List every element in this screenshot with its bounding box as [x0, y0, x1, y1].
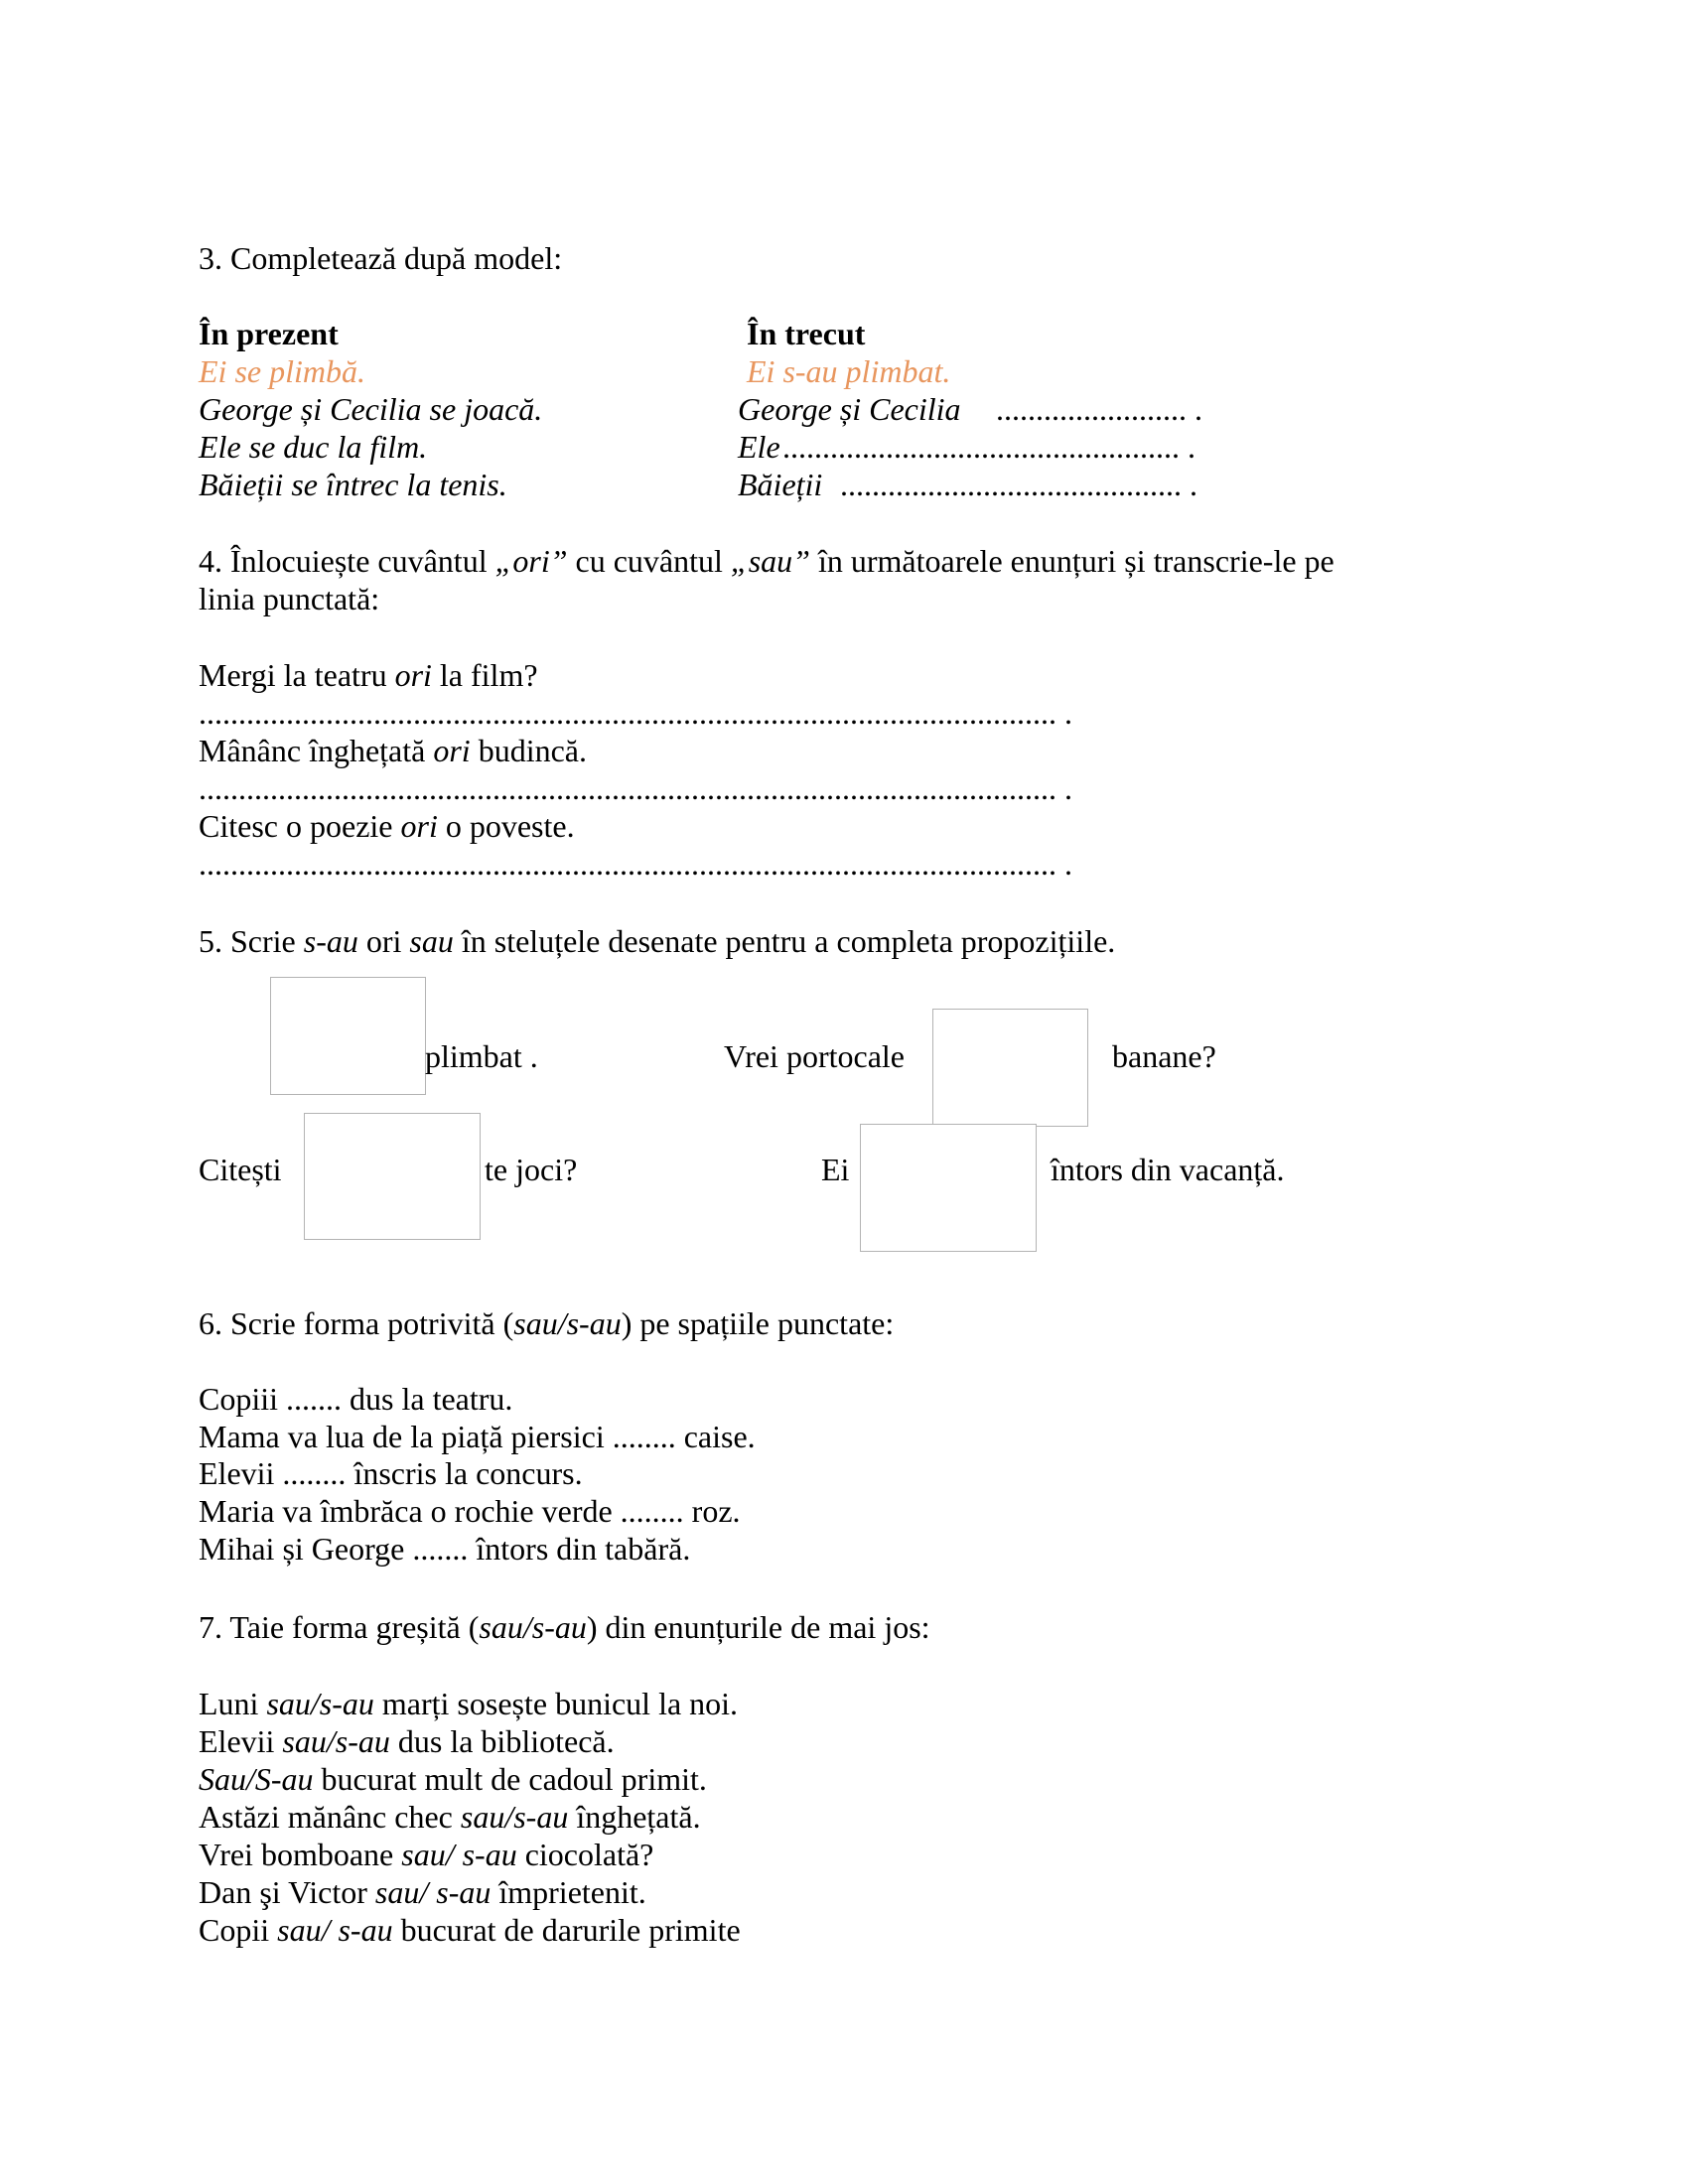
highlight-word: ori [433, 733, 471, 768]
exercise-3-title: 3. Completează după model: [199, 240, 563, 276]
past-sentence-1-start: George și Cecilia [738, 391, 961, 427]
sentence-2-after: banane? [1112, 1038, 1216, 1074]
past-sentence-1-blank[interactable]: ........................ . [996, 391, 1202, 427]
past-sentence-3-blank[interactable]: ........................................... . [840, 467, 1197, 502]
choice-sentence-6 [199, 1876, 646, 1908]
sentence-text: budincă. [470, 733, 587, 768]
choice-sentence-5 [199, 1839, 653, 1870]
answer-line-2[interactable]: ............................................................................................................ . [199, 770, 1072, 806]
exercise-5-title [199, 925, 1115, 957]
sentence-text: Citesc o poezie [199, 808, 401, 844]
past-sentence-3-start: Băieții [738, 467, 823, 502]
present-sentence-1: George și Cecilia se joacă. [199, 391, 543, 427]
highlight-word: sau [409, 923, 454, 959]
sentence-text: Elevii [199, 1723, 283, 1759]
choice-sentence-7 [199, 1914, 741, 1946]
sentence-text: Copii [199, 1912, 278, 1948]
choice-word[interactable]: sau/ s-au [277, 1912, 393, 1948]
sentence-text: bucurat de darurile primite [392, 1912, 741, 1948]
sentence-3-before: Citești [199, 1152, 282, 1187]
choice-word[interactable]: Sau/S-au [199, 1761, 314, 1797]
exercise-6-title-text: ) pe spațiile punctate: [621, 1305, 895, 1341]
sentence-text: dus la bibliotecă. [389, 1723, 615, 1759]
sentence-text: bucurat mult de cadoul primit. [313, 1761, 707, 1797]
present-column-header: În prezent [199, 316, 339, 351]
answer-line-1[interactable]: ............................................................................................................ . [199, 695, 1072, 731]
choice-word[interactable]: sau/s-au [460, 1799, 569, 1835]
answer-box-3[interactable] [304, 1113, 481, 1240]
past-column-header: În trecut [747, 316, 866, 351]
exercise-7-title [199, 1611, 930, 1643]
present-sentence-3: Băieții se întrec la tenis. [199, 467, 507, 502]
present-sentence-2: Ele se duc la film. [199, 429, 428, 465]
choice-word[interactable]: sau/s-au [266, 1686, 374, 1721]
choice-word[interactable]: sau/ s-au [401, 1837, 517, 1872]
exercise-5-title-text: 5. Scrie [199, 923, 304, 959]
sentence-text: împrietenit. [491, 1874, 646, 1910]
exercise-4-title-line2: linia punctată: [199, 581, 380, 616]
highlight-word: s-au [303, 923, 358, 959]
past-sentence-2-blank[interactable]: .................................................. . [782, 429, 1196, 465]
sentence-text: o poveste. [437, 808, 575, 844]
sentence-2-before: Vrei portocale [724, 1038, 905, 1074]
fill-sentence-3[interactable]: Elevii ........ înscris la concurs. [199, 1455, 583, 1491]
fill-sentence-2[interactable]: Mama va lua de la piață piersici ........ caise. [199, 1419, 756, 1454]
quoted-word-sau: „sau” [730, 543, 810, 579]
quoted-word-ori: „ori” [494, 543, 568, 579]
exercise-7-title-text: ) din enunțurile de mai jos: [586, 1609, 930, 1645]
fill-sentence-5[interactable]: Mihai și George ....... întors din tabără. [199, 1531, 691, 1567]
fill-sentence-1[interactable]: Copiii ....... dus la teatru. [199, 1381, 513, 1417]
sentence-3 [199, 810, 575, 842]
sentence-text: la film? [431, 657, 538, 693]
choice-word[interactable]: sau/ s-au [374, 1874, 492, 1910]
past-sentence-2-start: Ele [738, 429, 780, 465]
choice-sentence-1 [199, 1688, 738, 1719]
sentence-text: Astăzi mănânc chec [199, 1799, 461, 1835]
fill-sentence-4[interactable]: Maria va îmbrăca o rochie verde ........ roz. [199, 1493, 741, 1529]
sentence-2 [199, 735, 587, 766]
exercise-6-title-text: 6. Scrie forma potrivită ( [199, 1305, 514, 1341]
exercise-4-title-text: 4. Înlocuiește cuvântul [199, 543, 495, 579]
exercise-5-title-text: în steluțele desenate pentru a completa propozițiile. [453, 923, 1116, 959]
highlight-word: ori [394, 657, 432, 693]
choice-sentence-4 [199, 1801, 701, 1833]
sentence-text: marți sosește bunicul la noi. [373, 1686, 739, 1721]
answer-line-3[interactable]: ............................................................................................................ . [199, 846, 1072, 882]
exercise-4-title-text: în următoarele enunțuri și transcrie-le pe [809, 543, 1335, 579]
exercise-4-title-text: cu cuvântul [567, 543, 731, 579]
sentence-3-after: te joci? [485, 1152, 578, 1187]
sentence-text: înghețată. [568, 1799, 701, 1835]
choice-word[interactable]: sau/s-au [282, 1723, 390, 1759]
highlight-word: sau/s-au [513, 1305, 622, 1341]
highlight-word: sau/s-au [479, 1609, 587, 1645]
model-present-sentence: Ei se plimbă. [199, 353, 365, 389]
sentence-1 [199, 659, 538, 691]
answer-box-4[interactable] [860, 1124, 1037, 1252]
sentence-4-after: întors din vacanță. [1051, 1152, 1285, 1187]
sentence-text: Vrei bomboane [199, 1837, 402, 1872]
sentence-1-after: plimbat . [425, 1038, 538, 1074]
sentence-text: Dan şi Victor [199, 1874, 375, 1910]
highlight-word: ori [400, 808, 438, 844]
sentence-text: Mânânc înghețată [199, 733, 434, 768]
exercise-5-title-text: ori [357, 923, 410, 959]
model-past-sentence: Ei s-au plimbat. [747, 353, 951, 389]
sentence-text: Mergi la teatru [199, 657, 395, 693]
exercise-6-title [199, 1307, 894, 1339]
sentence-text: ciocolată? [516, 1837, 654, 1872]
sentence-4-before: Ei [821, 1152, 850, 1187]
answer-box-1[interactable] [270, 977, 426, 1095]
exercise-7-title-text: 7. Taie forma greșită ( [199, 1609, 480, 1645]
answer-box-2[interactable] [932, 1009, 1088, 1127]
choice-sentence-3 [199, 1763, 707, 1795]
choice-sentence-2 [199, 1725, 615, 1757]
exercise-4-title [199, 545, 1335, 577]
sentence-text: Luni [199, 1686, 267, 1721]
